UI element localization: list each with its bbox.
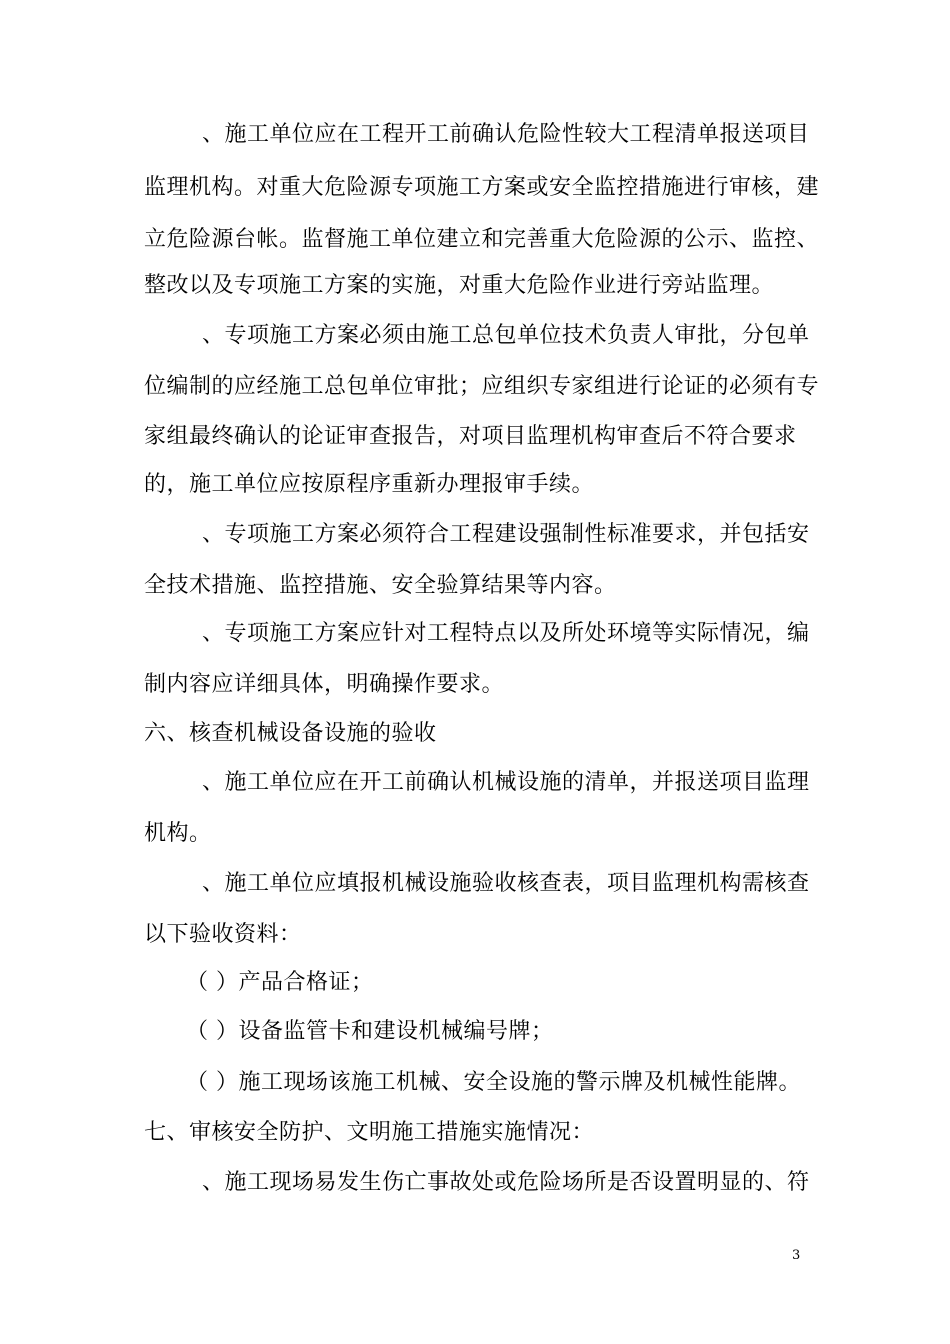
paragraph-6-line-1: 、施工单位应填报机械设施验收核查表，项目监理机构需核查 [202, 871, 810, 896]
paragraph-3-line-2: 全技术措施、监控措施、安全验算结果等内容。 [144, 573, 617, 598]
paragraph-1-line-2: 监理机构。对重大危险源专项施工方案或安全监控措施进行审核，建 [144, 175, 820, 200]
page-number: 3 [792, 1248, 801, 1263]
paragraph-5-line-1: 、施工单位应在开工前确认机械设施的清单，并报送项目监理 [202, 770, 810, 795]
paragraph-7-line-1: 、施工现场易发生伤亡事故处或危险场所是否设置明显的、符 [202, 1170, 810, 1195]
paragraph-3-line-1: 、专项施工方案必须符合工程建设强制性标准要求，并包括安 [202, 522, 810, 547]
paragraph-1-line-1: 、施工单位应在工程开工前确认危险性较大工程清单报送项目 [202, 122, 810, 147]
paragraph-2-line-4: 的，施工单位应按原程序重新办理报审手续。 [144, 472, 595, 497]
section-heading-6: 六、核查机械设备设施的验收 [144, 721, 437, 746]
paragraph-5-line-2: 机构。 [144, 821, 212, 846]
paragraph-4-line-2: 制内容应详细具体，明确操作要求。 [144, 672, 505, 697]
list-item-3: （ ）施工现场该施工机械、安全设施的警示牌及机械性能牌。 [186, 1070, 801, 1095]
paragraph-2-line-2: 位编制的应经施工总包单位审批；应组织专家组进行论证的必须有专 [144, 374, 820, 399]
paragraph-1-line-3: 立危险源台帐。监督施工单位建立和完善重大危险源的公示、监控、 [144, 227, 820, 252]
paragraph-2-line-1: 、专项施工方案必须由施工总包单位技术负责人审批，分包单 [202, 323, 810, 348]
paragraph-2-line-3: 家组最终确认的论证审查报告，对项目监理机构审查后不符合要求 [144, 424, 797, 449]
list-item-1: （ ）产品合格证； [186, 970, 374, 995]
paragraph-1-line-4: 整改以及专项施工方案的实施，对重大危险作业进行旁站监理。 [144, 273, 775, 298]
paragraph-4-line-1: 、专项施工方案应针对工程特点以及所处环境等实际情况，编 [202, 621, 810, 646]
paragraph-6-line-2: 以下验收资料： [144, 922, 302, 947]
list-item-2: （ ）设备监管卡和建设机械编号牌； [186, 1019, 554, 1044]
section-heading-7: 七、审核安全防护、文明施工措施实施情况： [144, 1120, 595, 1145]
